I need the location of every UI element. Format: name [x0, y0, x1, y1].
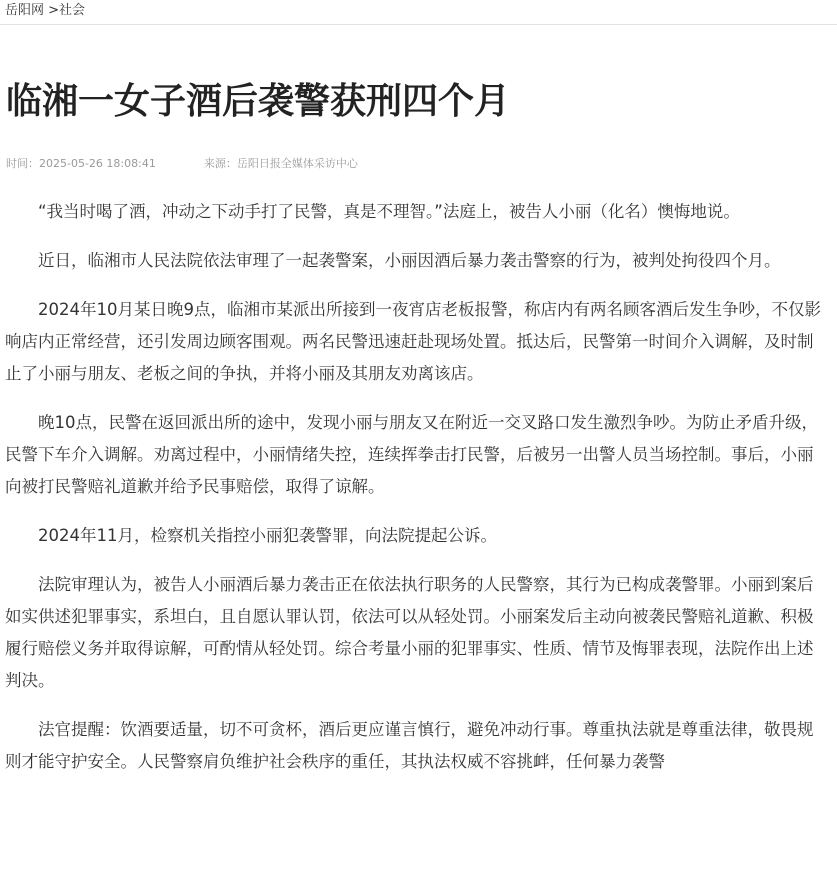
article-body	[5, 196, 827, 795]
article-title: 临湘一女子酒后袭警获刑四个月	[6, 81, 511, 122]
header-divider	[0, 24, 837, 25]
breadcrumb-home-link[interactable]: 岳阳网	[5, 3, 45, 18]
breadcrumb	[5, 0, 85, 24]
article-paragraph: 晚10点，民警在返回派出所的途中，发现小丽与朋友又在附近一交叉路口发生激烈争吵。为防止矛盾升级，民警下车介入调解。劝离过程中，小丽情绪失控，连续挥拳击打民警，后被另一出警人员当场控制。事后，小丽向被打民警赔礼道歉并给予民事赔偿，取得了谅解。	[5, 413, 818, 496]
publish-time: 时间：2025-05-26 18:08:41	[6, 157, 156, 170]
article-paragraph: 法院审理认为，被告人小丽酒后暴力袭击正在依法执行职务的人民警察，其行为已构成袭警罪。小丽到案后如实供述犯罪事实，系坦白，且自愿认罪认罚，依法可以从轻处罚。小丽案发后主动向被袭民警赔礼道歉、积极履行赔偿义务并取得谅解，可酌情从轻处罚。综合考量小丽的犯罪事实、性质、情节及悔罪表现，法院作出上述判决。	[5, 575, 814, 690]
article-paragraph: 近日，临湘市人民法院依法审理了一起袭警案，小丽因酒后暴力袭击警察的行为，被判处拘役四个月。	[38, 251, 781, 270]
article-paragraph: 法官提醒：饮酒要适量，切不可贪杯，酒后更应谨言慎行，避免冲动行事。尊重执法就是尊重法律，敬畏规则才能守护安全。人民警察肩负维护社会秩序的重任，其执法权威不容挑衅，任何暴力袭警	[5, 720, 814, 771]
article-paragraph: 2024年11月，检察机关指控小丽犯袭警罪，向法院提起公诉。	[38, 526, 497, 545]
breadcrumb-section-link[interactable]: 社会	[59, 3, 86, 18]
article-paragraph: 2024年10月某日晚9点，临湘市某派出所接到一夜宵店老板报警，称店内有两名顾客酒后发生争吵，不仅影响店内正常经营，还引发周边顾客围观。两名民警迅速赶赴现场处置。抵达后，民警第一时间介入调解，及时制止了小丽与朋友、老板之间的争执，并将小丽及其朋友劝离该店。	[5, 300, 821, 383]
breadcrumb-separator: >	[44, 3, 60, 18]
article-meta	[6, 155, 358, 173]
article-source: 来源：岳阳日报全媒体采访中心	[203, 157, 358, 170]
article-paragraph: “我当时喝了酒，冲动之下动手打了民警，真是不理智。”法庭上，被告人小丽（化名）懊悔地说。	[38, 202, 740, 221]
